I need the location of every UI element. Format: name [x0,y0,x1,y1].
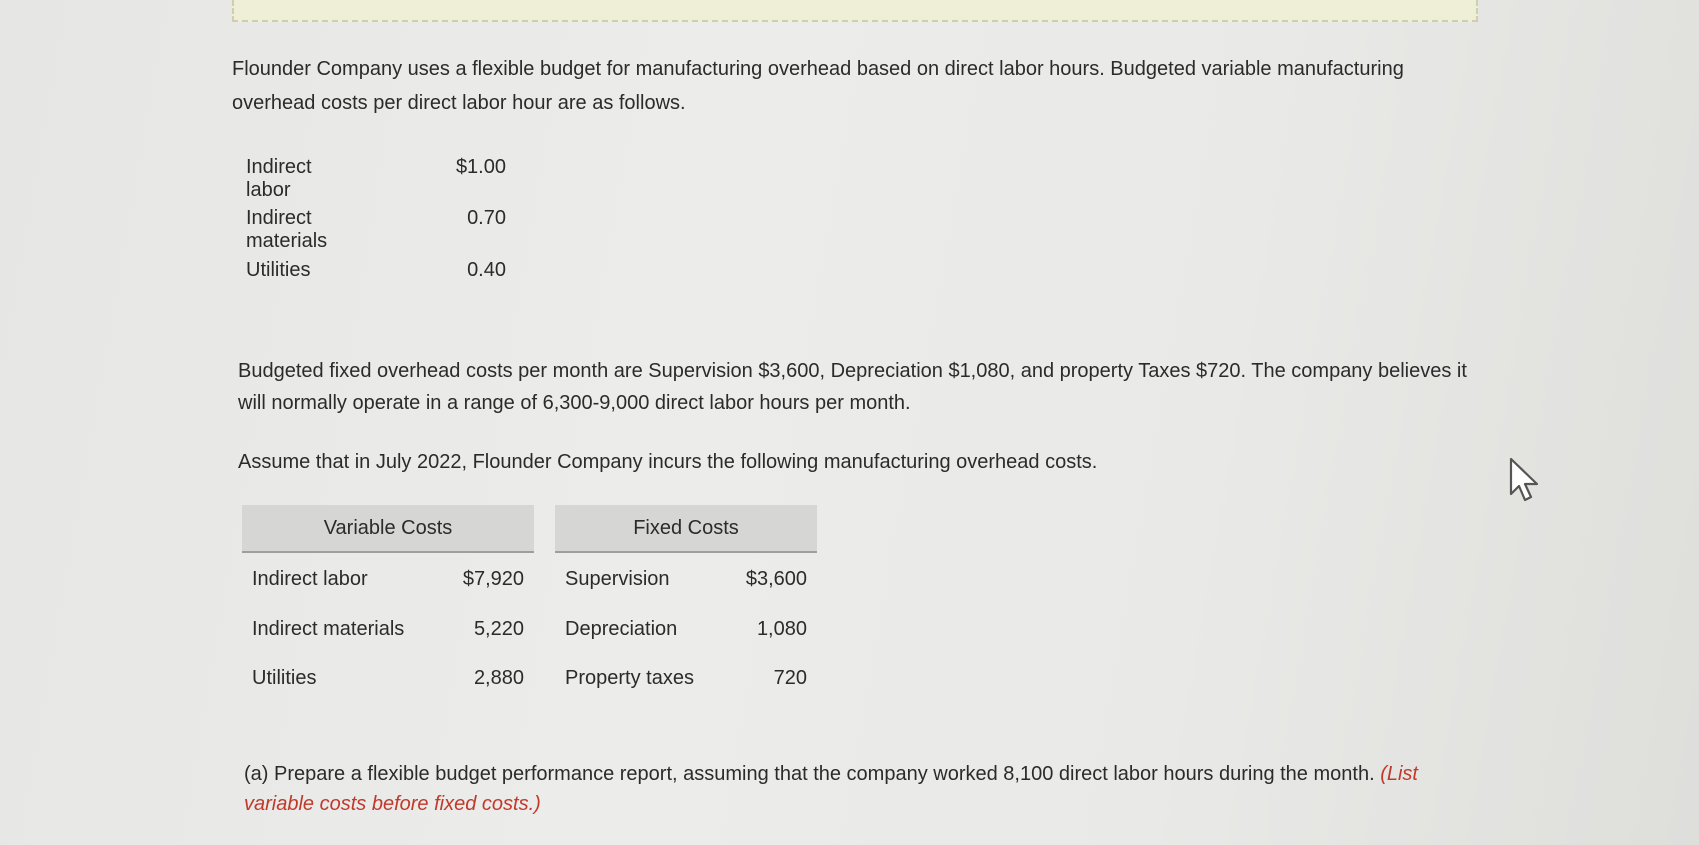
rate-value: $1.00 [455,156,506,178]
fixed-cost-label: Supervision [565,568,670,590]
rate-label: Indirect labor [246,156,312,201]
fixed-cost-value: $3,600 [745,568,807,590]
variable-costs-header: Variable Costs [242,505,534,553]
assume-paragraph: Assume that in July 2022, Flounder Company incurs the following manufacturing overhead costs. [238,451,1098,473]
fixed-cost-label: Property taxes [565,667,694,689]
fixed-cost-value: 1,080 [756,618,807,640]
question-instruction: (List variable costs before fixed costs.) [244,763,1418,815]
rate-value: 0.40 [467,259,506,281]
variable-cost-value: 5,220 [473,618,524,640]
rate-value: 0.70 [467,207,506,229]
fixed-cost-label: Depreciation [565,618,678,640]
mouse-pointer-icon [1507,456,1543,506]
rate-label: Utilities [246,259,311,281]
variable-cost-label: Utilities [252,667,317,689]
variable-cost-label: Indirect labor [252,568,368,590]
question-paragraph [244,759,1474,819]
fixed-costs-header: Fixed Costs [555,505,817,553]
intro-paragraph: Flounder Company uses a flexible budget for manufacturing overhead based on direct labor hours. Budgeted variable manufacturing overhead costs per direct labor hour are as follows. [232,58,1404,114]
top-banner [232,0,1478,22]
variable-cost-label: Indirect materials [252,618,405,640]
fixed-costs-paragraph: Budgeted fixed overhead costs per month are Supervision $3,600, Depreciation $1,080, and property Taxes $720. The company believes it will normally operate in a range of 6,300-9,000 direct labor hours per month. [238,360,1467,414]
variable-cost-value: $7,920 [462,568,524,590]
question-text: (a) Prepare a flexible budget performance report, assuming that the company worked 8,100 direct labor hours during the month. [244,763,1375,785]
variable-cost-value: 2,880 [473,667,524,689]
rate-label: Indirect materials [246,207,328,252]
fixed-cost-value: 720 [773,667,807,689]
